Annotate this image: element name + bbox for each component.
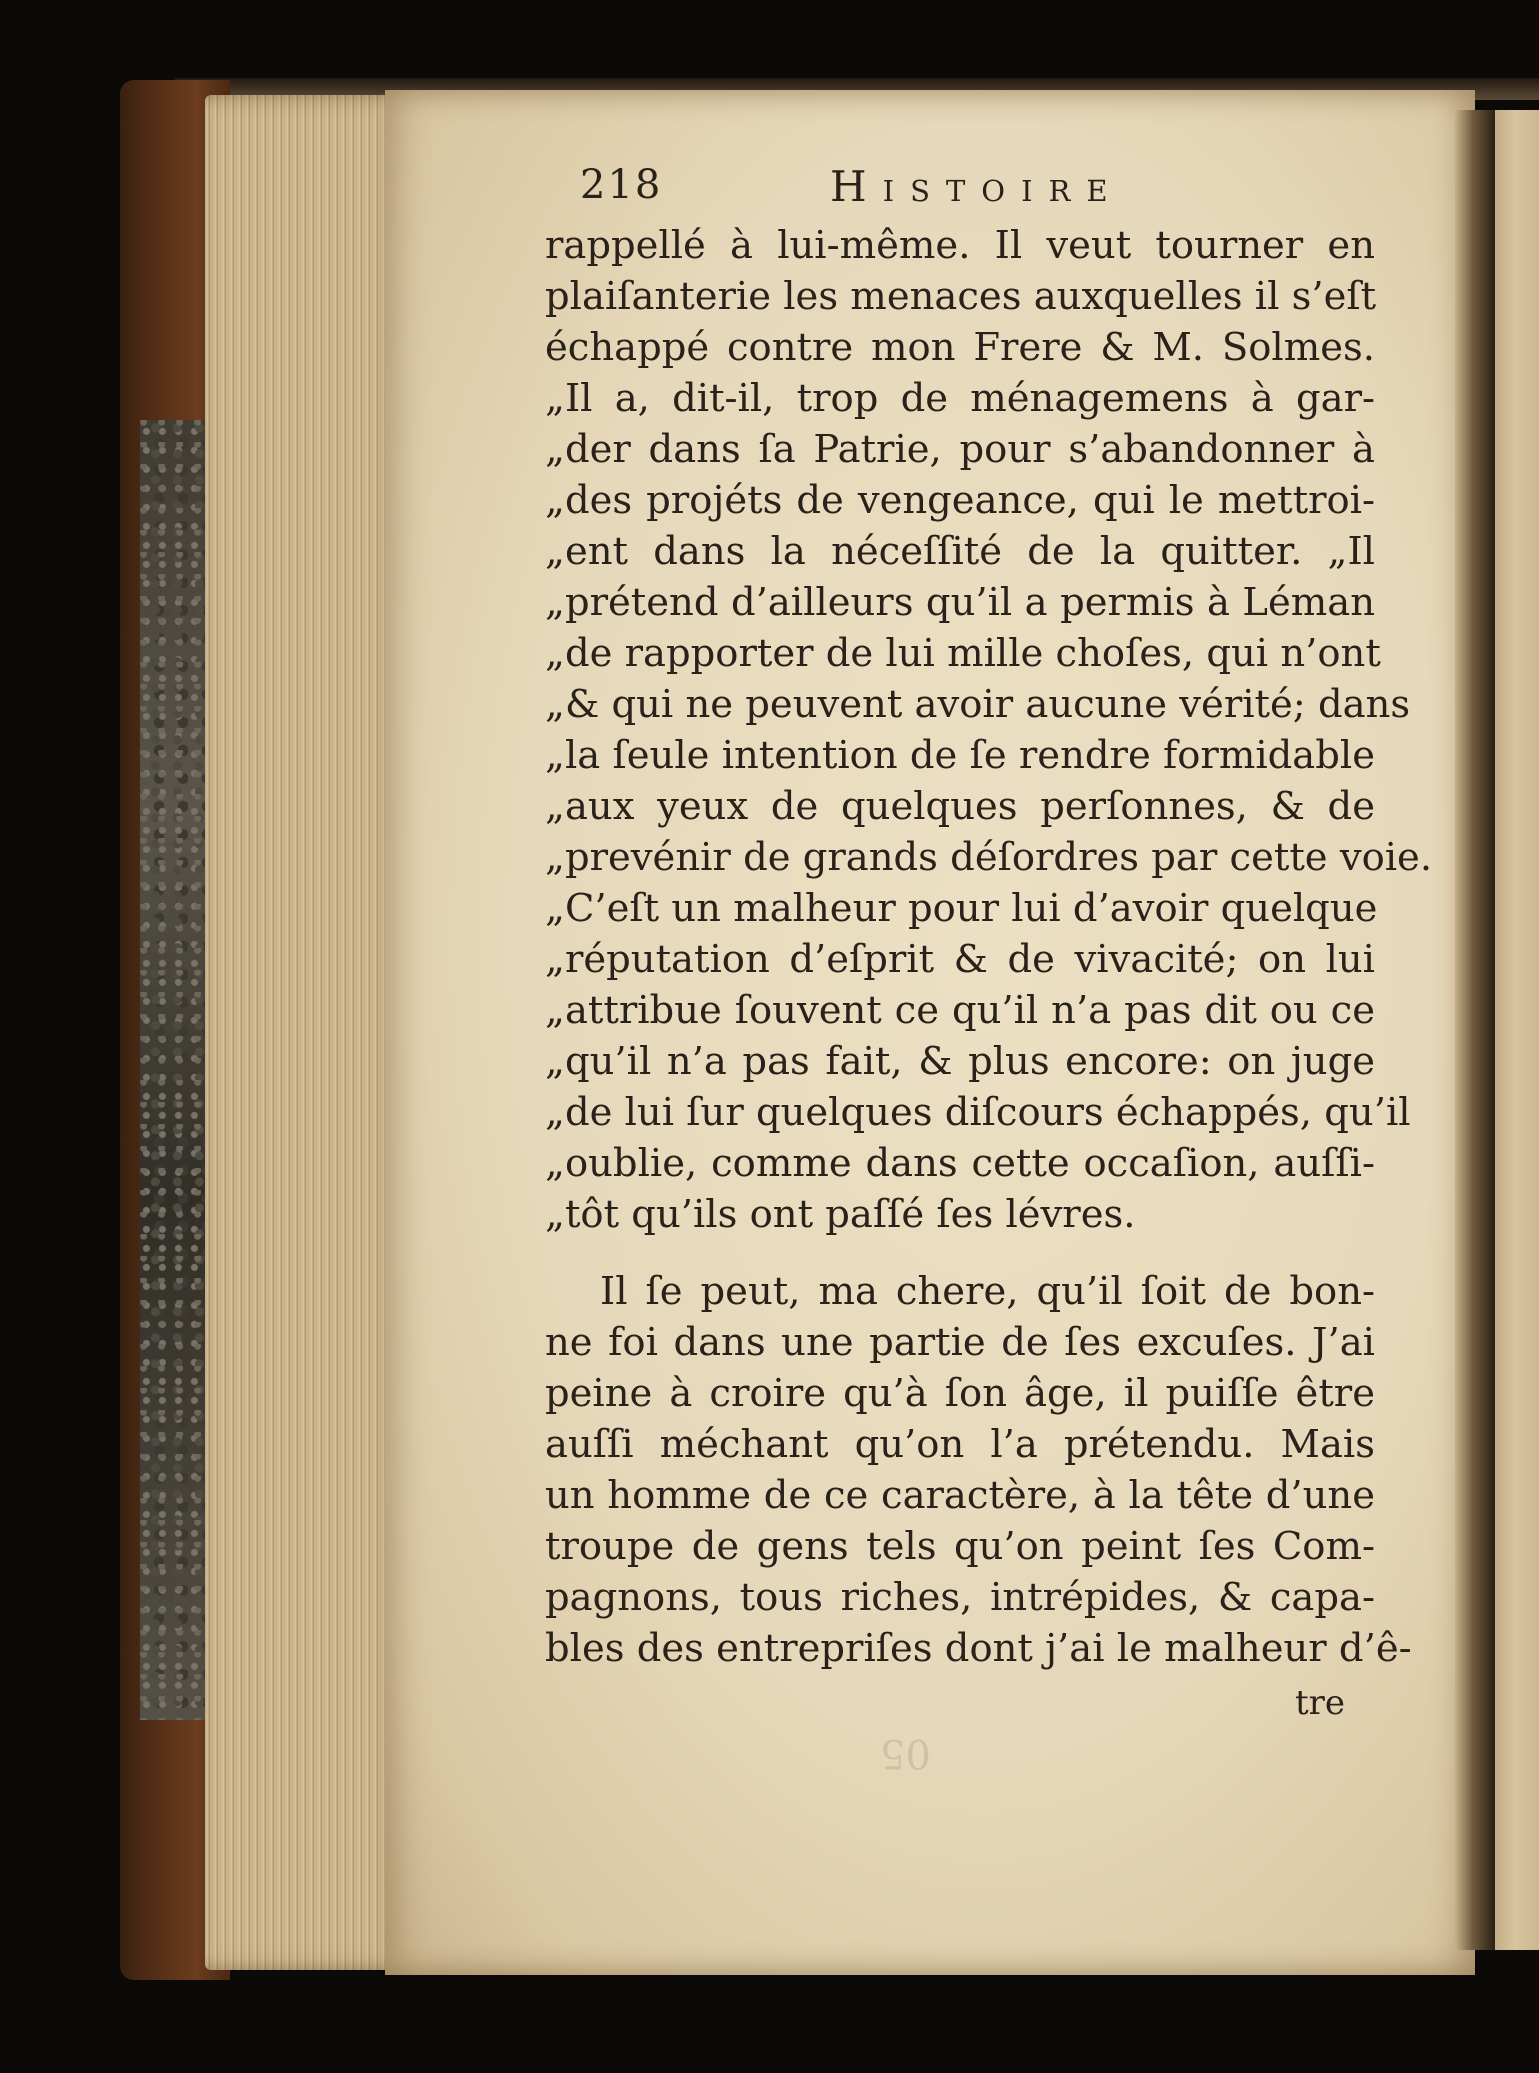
text-line: pagnons, tous riches, intrépides, & capa- <box>545 1575 1375 1620</box>
text-line: bles des entrepriſes dont j’ai le malheur d’ê- <box>545 1626 1412 1671</box>
text-line: auſſi méchant qu’on l’a prétendu. Mais <box>545 1422 1375 1467</box>
book-gutter <box>1455 110 1495 1950</box>
text-line: „oublie, comme dans cette occaſion, auſſi- <box>545 1141 1375 1186</box>
text-line: „la ſeule intention de ſe rendre formidable <box>545 733 1375 778</box>
text-line: échappé contre mon Frere & M. Solmes. <box>545 325 1375 370</box>
text-line: „réputation d’eſprit & de vivacité; on lui <box>545 937 1375 982</box>
text-line: troupe de gens tels qu’on peint ſes Com- <box>545 1524 1375 1569</box>
text-line: un homme de ce caractère, à la tête d’une <box>545 1473 1375 1518</box>
text-line: „C’eſt un malheur pour lui d’avoir quelque <box>545 886 1378 931</box>
page-text <box>545 150 1433 1726</box>
text-line: „tôt qu’ils ont paſſé ſes lévres. <box>545 1192 1136 1237</box>
page-number: 218 <box>580 162 663 208</box>
text-line: plaiſanterie les menaces auxquelles il s’eſt <box>545 274 1377 319</box>
running-title: Histoire <box>830 162 1124 211</box>
bleed-through-mark: 05 <box>880 1730 931 1776</box>
text-line: Il ſe peut, ma chere, qu’il ſoit de bon- <box>600 1269 1375 1314</box>
text-line: „de lui ſur quelques diſcours échappés, qu’il <box>545 1090 1411 1135</box>
text-line: „attribue ſouvent ce qu’il n’a pas dit ou ce <box>545 988 1375 1033</box>
paragraph-2 <box>545 1266 1412 1674</box>
text-line: rappellé à lui-même. Il veut tourner en <box>545 223 1375 268</box>
text-line: „des projéts de vengeance, qui le mettroi- <box>545 478 1375 523</box>
text-line: „der dans ſa Patrie, pour s’abandonner à <box>545 427 1375 472</box>
running-header <box>545 150 1375 220</box>
text-line: „& qui ne peuvent avoir aucune vérité; dans <box>545 682 1411 727</box>
text-line: ne foi dans une partie de ſes excuſes. J’ai <box>545 1320 1375 1365</box>
text-line: „aux yeux de quelques perſonnes, & de <box>545 784 1375 829</box>
text-line: peine à croire qu’à ſon âge, il puiſſe être <box>545 1371 1375 1416</box>
text-line: „qu’il n’a pas fait, & plus encore: on juge <box>545 1039 1375 1084</box>
text-line: „de rapporter de lui mille choſes, qui n’ont <box>545 631 1381 676</box>
text-line: „prétend d’ailleurs qu’il a permis à Léman <box>545 580 1375 625</box>
text-line: „prevénir de grands déſordres par cette voie. <box>545 835 1433 880</box>
page-edges <box>205 95 405 1970</box>
text-line: „Il a, dit-il, trop de ménagemens à gar- <box>545 376 1375 421</box>
paragraph-1 <box>545 220 1433 1240</box>
marbled-board <box>140 420 210 1720</box>
text-line: „ent dans la néceſſité de la quitter. „Il <box>545 529 1375 574</box>
catchword: tre <box>1294 1683 1345 1723</box>
